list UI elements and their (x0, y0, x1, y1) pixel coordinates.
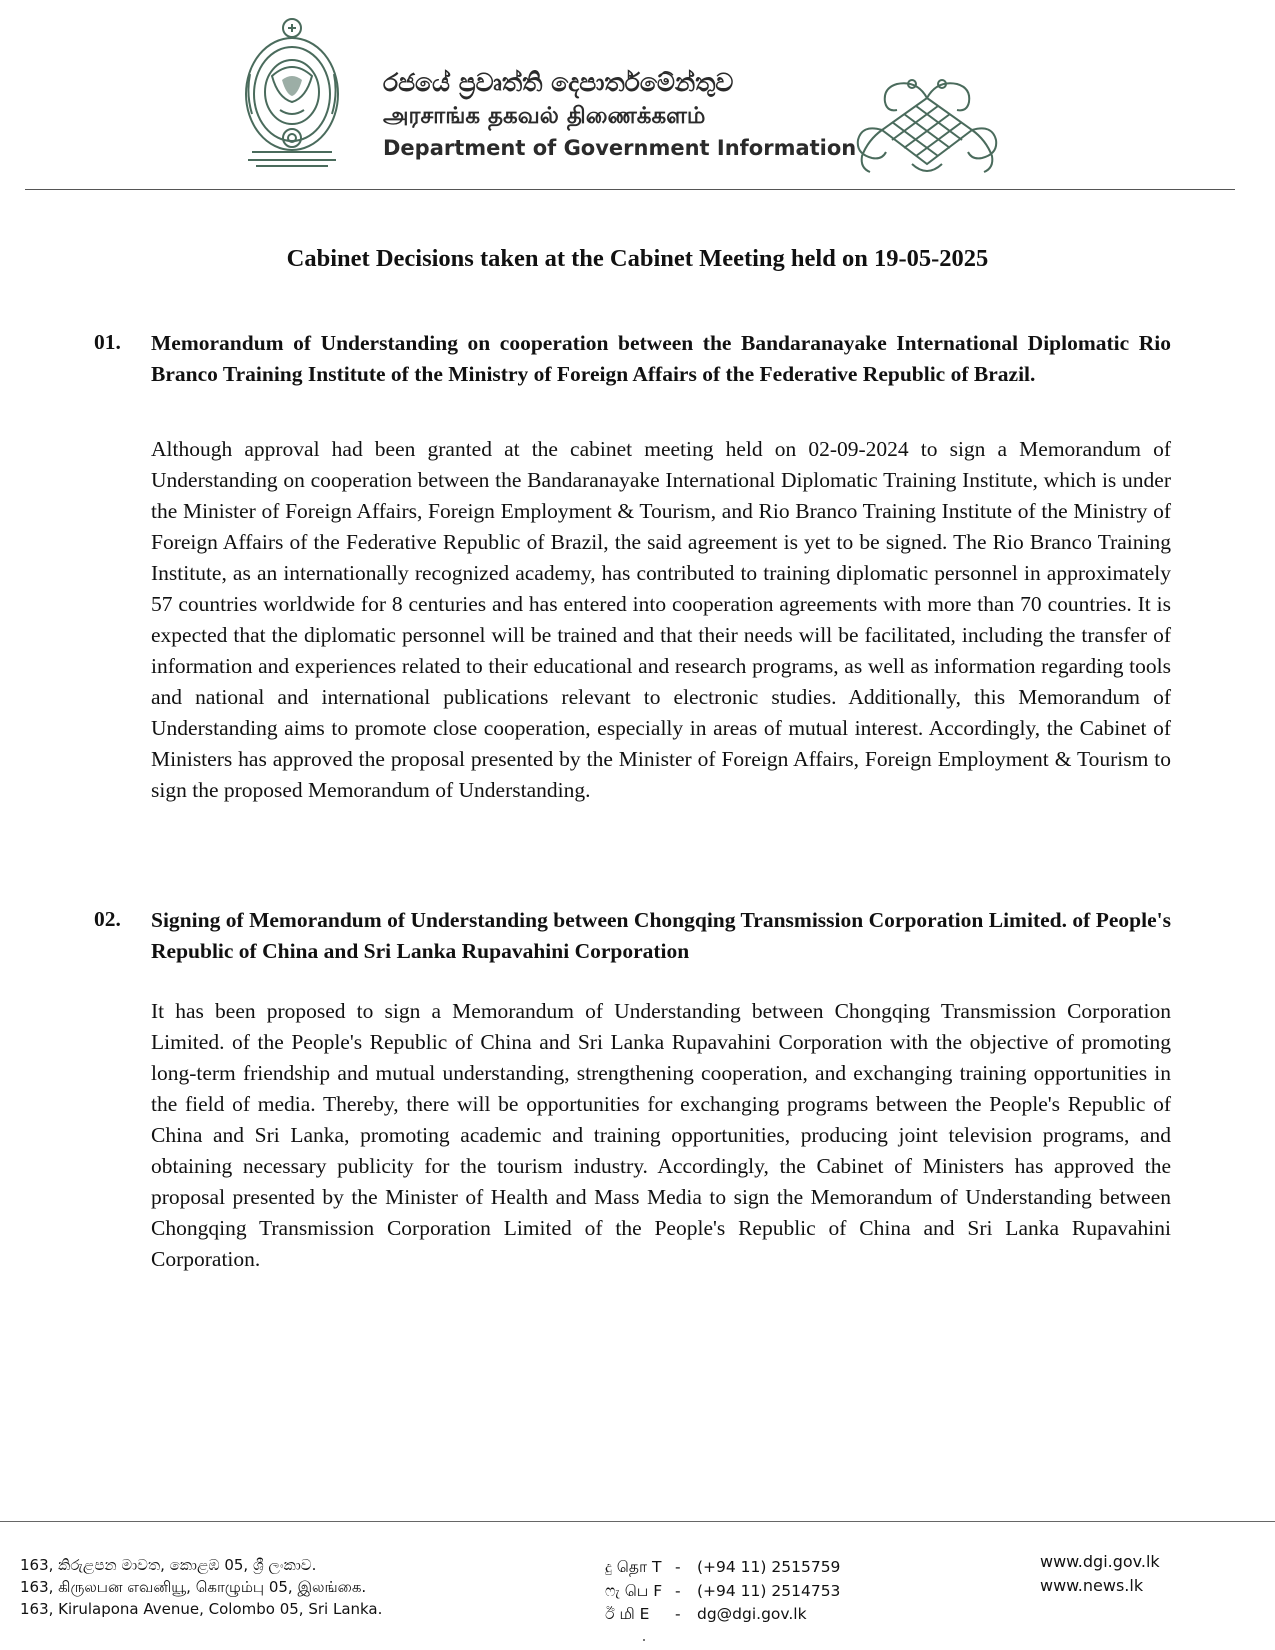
item-title: Memorandum of Understanding on cooperation between the Bandaranayake International Diplomatic Rio Branco Training Institute of the Ministry of Foreign Affairs of the Federative Republic of Brazil. (151, 331, 1171, 386)
contact-email: ඊ மி E - dg@dgi.gov.lk (605, 1603, 840, 1627)
address-english: 163, Kirulapona Avenue, Colombo 05, Sri Lanka. (20, 1600, 383, 1618)
header-divider (25, 189, 1235, 190)
item-body: Although approval had been granted at the cabinet meeting held on 02-09-2024 to sign a Memorandum of Understanding on cooperation between the Bandaranayake International Diplomatic Training Institute, which is under the Minister of Foreign Affairs, Foreign Employment & Tourism, and Rio Branco Training Institute of the Ministry of Foreign Affairs of the Federative Republic of Brazil, the said agreement is yet to be signed. The Rio Branco Training Institute, as an internationally recognized academy, has contributed to training diplomatic personnel in approximately 57 countries worldwide for 8 centuries and has entered into cooperation agreements with more than 70 countries. It is expected that the diplomatic personnel will be trained and that their needs will be facilitated, including the transfer of information and experiences related to their educational and research programs, as well as information regarding tools and national and international publications relevant to electronic studies. Additionally, this Memorandum of Understanding aims to promote close cooperation, especially in areas of mutual interest. Accordingly, the Cabinet of Ministers has approved the proposal presented by the Minister of Foreign Affairs, Foreign Employment & Tourism to sign the proposed Memorandum of Understanding. (151, 437, 1171, 802)
traditional-ornament-icon (852, 68, 1002, 180)
footer-contacts (605, 1556, 840, 1627)
website-link-dgi[interactable]: www.dgi.gov.lk (1040, 1552, 1160, 1571)
item-body: It has been proposed to sign a Memorandum of Understanding between Chongqing Transmission Corporation Limited. of the People's Republic of China and Sri Lanka Rupavahini Corporation with the objective of promoting long-term friendship and mutual understanding, strengthening cooperation, and exchanging training opportunities in the field of media. Thereby, there will be opportunities for exchanging programs between the People's Republic of China and Sri Lanka, promoting academic and training opportunities, producing joint television programs, and obtaining necessary publicity for the tourism industry. Accordingly, the Cabinet of Ministers has approved the proposal presented by the Minister of Health and Mass Media to sign the Memorandum of Understanding between Chongqing Transmission Corporation Limited of the People's Republic of China and Sri Lanka Rupavahini Corporation. (151, 999, 1171, 1271)
address-sinhala: 163, කිරුළපන මාවත, කොළඹ 05, ශ්‍රී ලංකාව. (20, 1556, 317, 1574)
contact-label: ෆැ பெ F (605, 1581, 663, 1600)
department-name-english: Department of Government Information (383, 136, 857, 160)
item-number: 02. (94, 907, 121, 931)
contact-label: ඊ மி E (605, 1605, 650, 1623)
address-tamil: 163, கிருலபன எவனியூ, கொழும்பு 05, இலங்கை. (20, 1578, 367, 1596)
document-title: Cabinet Decisions taken at the Cabinet Meeting held on 19-05-2025 (286, 245, 989, 272)
footer-websites (1040, 1550, 1160, 1598)
fax-number: (+94 11) 2514753 (697, 1581, 841, 1600)
department-name (383, 66, 857, 163)
website-link-news[interactable]: www.news.lk (1040, 1576, 1144, 1595)
contact-telephone: දු தொ T - (+94 11) 2515759 (605, 1556, 840, 1580)
item-title: Signing of Memorandum of Understanding between Chongqing Transmission Corporation Limited. of People's Republic of China and Sri Lanka Rupavahini Corporation (151, 908, 1171, 963)
item-number: 01. (94, 330, 121, 354)
email-link[interactable]: dg@dgi.gov.lk (697, 1605, 807, 1623)
telephone-link[interactable]: (+94 11) 2515759 (697, 1558, 841, 1576)
footer-address (20, 1554, 382, 1620)
sri-lanka-emblem-icon (242, 14, 342, 172)
contact-fax: ෆැ பெ F - (+94 11) 2514753 (605, 1580, 840, 1604)
department-name-sinhala: රජයේ ප්‍රවෘත්ති දෙපාර්තමේන්තුව (383, 68, 734, 97)
contact-label: දු தொ T (605, 1558, 662, 1576)
footer-divider (0, 1521, 1275, 1522)
letterhead (0, 0, 1275, 195)
department-name-tamil: அரசாங்க தகவல் திணைக்களம் (383, 103, 706, 129)
footer-dot (643, 1639, 645, 1641)
